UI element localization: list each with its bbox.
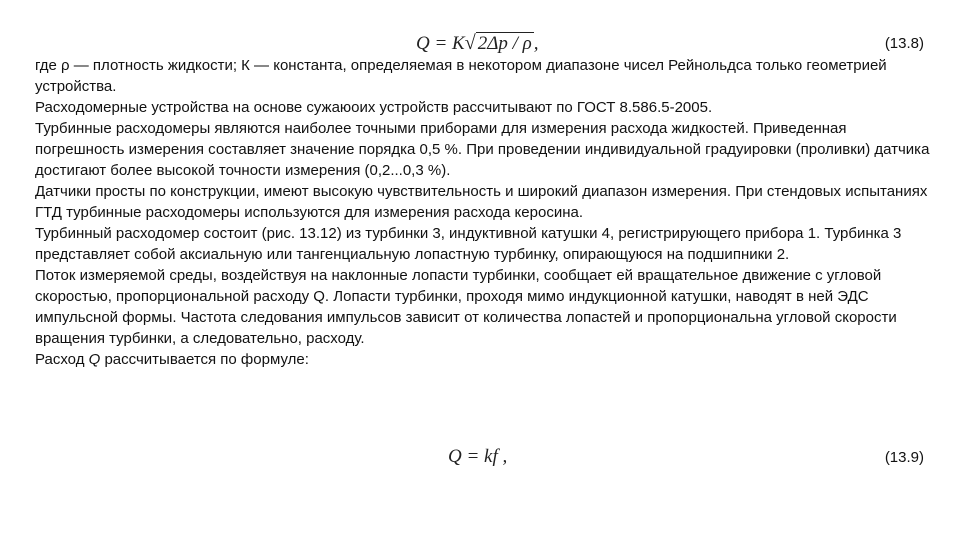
paragraph-gost: Расходомерные устройства на основе сужаюоих устройств рассчитывают по ГОСТ 8.586.5-2005. <box>35 99 713 116</box>
square-root-sign: √ <box>464 32 476 54</box>
paragraph-flow-principle: Поток измеряемой среды, воздействуя на наклонные лопасти турбинки, сообщает ей вращательное движение с угловой скоростью, пропорциональной расходу Q. Лопасти турбинки, проходя мимо индукционной катушки, наводят в ней ЭДС импульсной формы. Частота следования импульсов зависит от количества лопастей и пропорциональна угловой скорости вращения турбинки, а следовательно, расходу. <box>35 267 897 347</box>
paragraph-turbine-accuracy: Турбинные расходомеры являются наиболее точными приборами для измерения расхода жидкостей. Приведенная погрешность измерения составляет значение порядка 0,5 %. При проведении индивидуальной градуировки (проливки) датчика достигают более высокой точности измерения (0,2...0,3 %). <box>35 120 930 179</box>
formula-13-8-q: Q <box>416 33 430 54</box>
formula-13-8-comma: , <box>533 33 539 54</box>
formula-13-9-row <box>0 444 960 470</box>
paragraph-sensors: Датчики просты по конструкции, имеют высокую чувствительность и широкий диапазон измерения. При стендовых испытаниях ГТД турбинные расходомеры используются для измерения расхода керосина. <box>35 183 928 221</box>
formula-13-9: Q = kf , <box>448 446 508 467</box>
intro-variable-q: Q <box>88 351 101 368</box>
paragraph-turbine-structure: Турбинный расходомер состоит (рис. 13.12) из турбинки 3, индуктивной катушки 4, регистрирующего прибора 1. Турбинка 3 представляет собой аксиальную или тангенциальную лопастную турбинку, опирающуюся на подшипники 2. <box>35 225 902 263</box>
formula-13-8-k: = K <box>434 33 465 54</box>
equation-number-13-8: (13.8) <box>884 35 924 52</box>
intro-suffix: рассчитывается по формуле: <box>100 351 309 368</box>
paragraph-flow-formula-intro <box>35 349 930 370</box>
formula-13-8-radicand: 2Δp / ρ <box>477 33 532 54</box>
formula-13-8-row <box>0 30 960 56</box>
body-text <box>35 55 930 370</box>
paragraph-definitions: где ρ — плотность жидкости; К — константа, определяемая в некотором диапазоне чисел Рейнольдса только геометрией устройства. <box>35 57 887 95</box>
intro-prefix: Расход <box>35 351 89 368</box>
formula-13-8 <box>416 30 539 57</box>
equation-number-13-9: (13.9) <box>884 449 924 466</box>
